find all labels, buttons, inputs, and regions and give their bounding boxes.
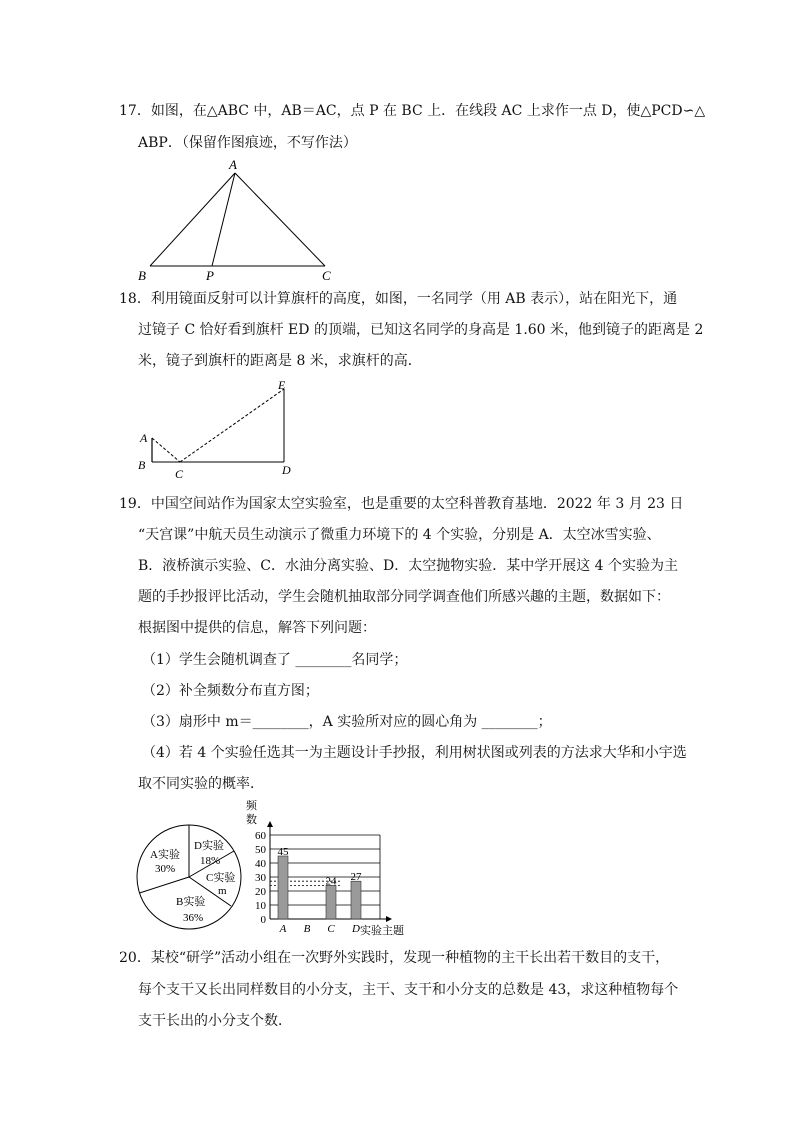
- bar-y-axis-arrow: [267, 821, 273, 827]
- q17-triangle-figure: [130, 155, 350, 285]
- bar-C: [326, 885, 336, 919]
- bar-ytick-label: 40: [255, 858, 266, 870]
- label-a: A: [140, 431, 148, 445]
- bar-ytick-label: 10: [255, 900, 266, 912]
- q19-sub4b: 取不同实验的概率．: [138, 776, 264, 792]
- bar-ylabel-bottom: 数: [246, 814, 257, 826]
- pie-slice-b-label: B实验: [176, 896, 206, 908]
- bar-ytick-label: 30: [255, 872, 266, 884]
- label-b: B: [138, 458, 146, 472]
- q18-flagpole-figure: [130, 372, 310, 482]
- q19-line1: 19．中国空间站作为国家太空实验室，也是重要的太空科普教育基地．2022 年 3 月 23 日: [119, 496, 684, 512]
- q20-line1: 20．某校“研学”活动小组在一次野外实践时，发现一种植物的主干长出若干数目的支干，: [119, 950, 670, 966]
- ray-ca: [152, 438, 180, 462]
- bar-x-axis-arrow: [386, 916, 392, 922]
- q19-line2: “天宫课”中航天员生动演示了微重力环境下的 4 个实验，分别是 A．太空冰雪实验、: [138, 527, 661, 543]
- bar-D: [351, 881, 361, 919]
- q19-sub3: （3）扇形中 m＝________，A 实验所对应的圆心角为 ________；: [142, 714, 552, 730]
- label-c: C: [322, 268, 331, 283]
- segment-ab: [150, 173, 235, 266]
- q17-line1: 17．如图，在△ABC 中，AB＝AC，点 P 在 BC 上．在线段 AC 上求作一点 D，使△PCD∽△: [119, 103, 706, 119]
- pie-slice-d-label: D实验: [194, 840, 224, 852]
- bar-value-label: 24: [325, 875, 337, 888]
- bar-ylabel-top: 频: [246, 800, 257, 812]
- q18-line2: 过镜子 C 恰好看到旗杆 ED 的顶端，已知这名同学的身高是 1.60 米，他到镜子的距离是 2: [138, 322, 704, 338]
- segment-ap: [212, 173, 235, 266]
- bar-category-label: C: [327, 923, 335, 935]
- q20-line2: 每个支干又长出同样数目的小分支，主干、支干和小分支的总数是 43，求这种植物每个: [138, 982, 679, 998]
- q19-line5: 根据图中提供的信息，解答下列问题：: [138, 620, 376, 636]
- pie-slice-a-value: 30%: [155, 863, 176, 875]
- label-c: C: [175, 467, 184, 481]
- pie-slice-d-value: 18%: [200, 855, 221, 867]
- ray-ce: [180, 389, 284, 462]
- q18-line1: 18．利用镜面反射可以计算旗杆的高度，如图，一名同学（用 AB 表示），站在阳光下，通: [119, 291, 678, 307]
- pie-divider-left: [140, 877, 190, 893]
- q18-line3: 米，镜子到旗杆的距离是 8 米，求旗杆的高．: [138, 353, 422, 369]
- q19-sub1: （1）学生会随机调查了 ________名同学；: [142, 652, 408, 668]
- bar-xlabel: 实验主题: [360, 925, 404, 937]
- label-e: E: [278, 378, 286, 392]
- bar-ytick-label: 50: [255, 844, 266, 856]
- pie-chart: [136, 822, 246, 932]
- bar-ytick-label: 0: [260, 914, 266, 926]
- q19-line4: 题的手抄报评比活动，学生会随机抽取部分同学调查他们所感兴趣的主题，数据如下：: [138, 589, 670, 605]
- bar-chart: [240, 795, 415, 940]
- label-d: D: [282, 463, 291, 477]
- label-p: P: [206, 268, 214, 283]
- pie-slice-c-value: m: [218, 885, 227, 897]
- q17-line2: ABP．（保留作图痕迹，不写作法）: [138, 135, 357, 151]
- q19-line3: B．液桥演示实验、C．水油分离实验、D．太空抛物实验．某中学开展这 4 个实验为主: [138, 558, 679, 574]
- bar-category-label: A: [279, 923, 287, 935]
- pie-slice-a-label: A实验: [150, 849, 180, 861]
- bar-category-label: D: [352, 923, 360, 935]
- bar-category-label: B: [303, 923, 311, 935]
- label-b: B: [138, 268, 146, 283]
- q20-line3: 支干长出的小分支个数．: [138, 1013, 292, 1029]
- q19-sub2: （2）补全频数分布直方图；: [142, 683, 319, 699]
- bar-value-label: 27: [350, 871, 362, 884]
- q19-sub4a: （4）若 4 个实验任选其一为主题设计手抄报，利用树状图或列表的方法求大华和小宇选: [142, 745, 687, 761]
- bar-A: [278, 856, 288, 919]
- bar-ytick-label: 20: [255, 886, 266, 898]
- segment-ac: [235, 173, 325, 266]
- pie-slice-c-label: C实验: [206, 872, 236, 884]
- bar-value-label: 45: [277, 846, 289, 858]
- bar-ytick-label: 60: [255, 830, 266, 842]
- pie-slice-b-value: 36%: [183, 912, 204, 924]
- label-a: A: [229, 157, 237, 172]
